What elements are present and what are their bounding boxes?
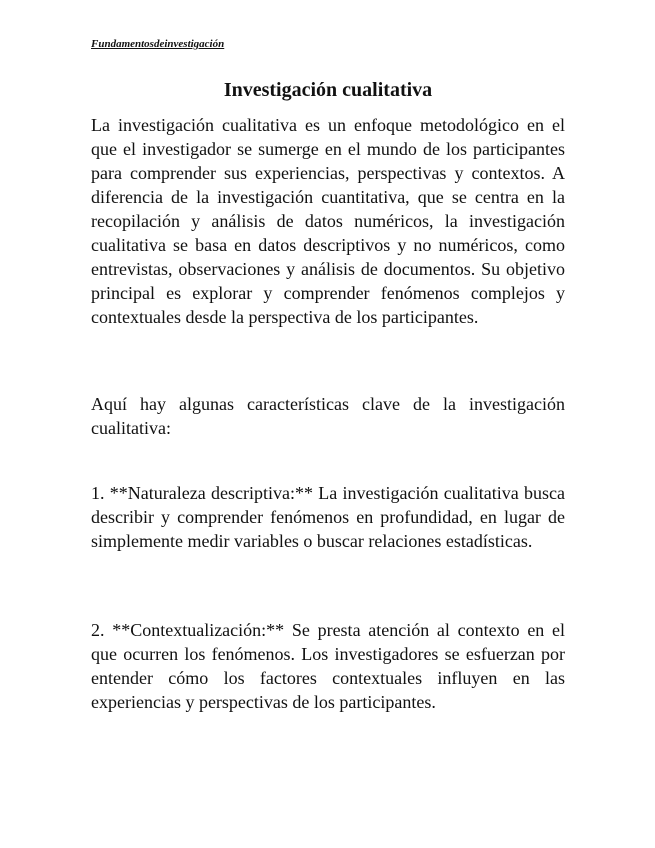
paragraph-item-contextualization: 2. **Contextualización:** Se presta atención al contexto en el que ocurren los fenómenos. Los investigadores se esfuerzan por entender cómo los factores contextuales influyen en las experiencias y perspectivas de los participantes. (91, 620, 565, 712)
running-header: Fundamentosdeinvestigación (91, 38, 225, 50)
paragraph-introduction: La investigación cualitativa es un enfoque metodológico en el que el investigador se sumerge en el mundo de los participantes para comprender sus experiencias, perspectivas y contextos. A diferencia de la investigación cuantitativa, que se centra en la recopilación y análisis de datos numéricos, la investigación cualitativa se basa en datos descriptivos y no numéricos, como entrevistas, observaciones y análisis de documentos. Su objetivo principal es explorar y comprender fenómenos complejos y contextuales desde la perspectiva de los participantes. (91, 115, 565, 327)
paragraph-characteristics-intro: Aquí hay algunas características clave de la investigación cualitativa: (91, 394, 565, 438)
paragraph-item-descriptive-nature: 1. **Naturaleza descriptiva:** La investigación cualitativa busca describir y comprender fenómenos en profundidad, en lugar de simplemente medir variables o buscar relaciones estadísticas. (91, 483, 565, 551)
document-title: Investigación cualitativa (223, 79, 433, 101)
